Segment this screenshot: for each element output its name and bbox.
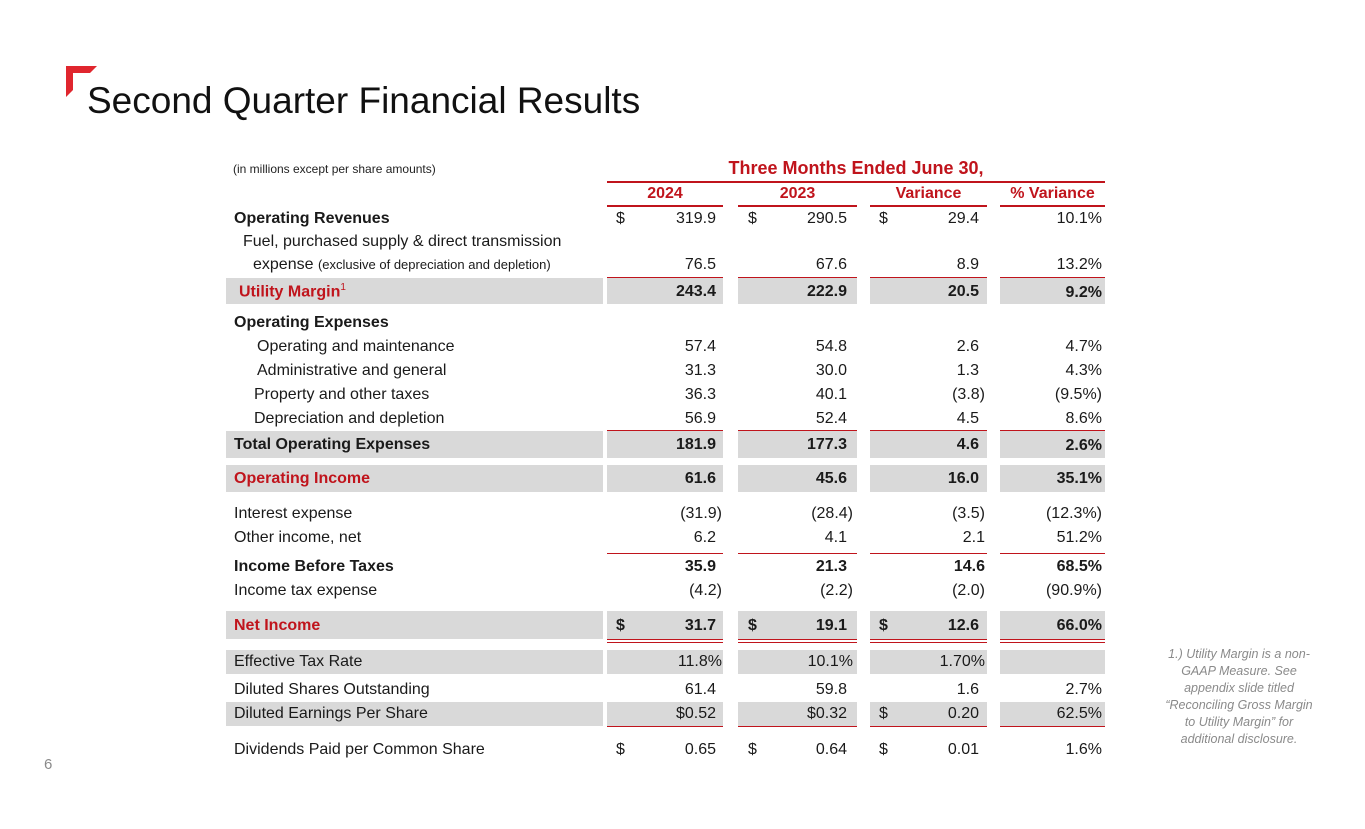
cell-2024: 0.65 (684, 741, 716, 758)
cell-2024: $0.52 (675, 705, 716, 722)
cell-2023: 30.0 (815, 362, 847, 379)
cell-2024: 35.9 (684, 558, 716, 575)
cell-variance: 0.01 (947, 741, 979, 758)
row-rule (738, 430, 857, 431)
cell-2023: 54.8 (815, 338, 847, 355)
row-label-total-opex: Total Operating Expenses (234, 436, 431, 453)
currency-symbol: $ (748, 617, 757, 634)
units-note: (in millions except per share amounts) (233, 162, 436, 176)
cell-pct: 4.7% (1065, 338, 1102, 355)
col-header-2023: 2023 (779, 185, 816, 202)
cell-pct: 51.2% (1056, 529, 1102, 546)
fuel-label-expense: expense (253, 256, 314, 273)
row-label-depreciation: Depreciation and depletion (254, 410, 445, 427)
row-label-fuel: Fuel, purchased supply & direct transmission (243, 233, 562, 250)
row-rule (607, 430, 723, 431)
cell-variance: 20.5 (947, 283, 979, 300)
row-rule (738, 639, 857, 640)
cell-variance: 1.70% (939, 653, 985, 670)
row-label-other-income: Other income, net (234, 529, 362, 546)
cell-pct: (12.3%) (1045, 505, 1102, 522)
cell-variance: (3.8) (952, 386, 985, 403)
row-rule (738, 277, 857, 278)
cell-variance: 16.0 (947, 470, 979, 487)
cell-2023: 222.9 (806, 283, 847, 300)
currency-symbol: $ (616, 617, 625, 634)
row-rule (738, 642, 857, 643)
cell-2024: 319.9 (675, 210, 716, 227)
currency-symbol: $ (616, 210, 625, 227)
row-rule (870, 642, 987, 643)
page-number: 6 (44, 756, 53, 773)
cell-pct: 66.0% (1056, 617, 1102, 634)
cell-2023: 4.1 (824, 529, 847, 546)
section-label-operating-expenses: Operating Expenses (234, 314, 389, 331)
row-rule (607, 642, 723, 643)
row-rule (1000, 277, 1105, 278)
cell-pct: 4.3% (1065, 362, 1102, 379)
currency-symbol: $ (748, 210, 757, 227)
currency-symbol: $ (616, 741, 625, 758)
col-underline (870, 205, 987, 207)
cell-2023: (2.2) (820, 582, 853, 599)
cell-variance: 14.6 (953, 558, 985, 575)
col-underline (1000, 205, 1105, 207)
cell-variance: 1.6 (956, 681, 979, 698)
cell-variance: 8.9 (956, 256, 979, 273)
cell-2023: 40.1 (815, 386, 847, 403)
cell-2023: 19.1 (815, 617, 847, 634)
cell-pct: 2.7% (1065, 681, 1102, 698)
period-underline (607, 181, 1105, 183)
cell-variance: 12.6 (947, 617, 979, 634)
slide-title: Second Quarter Financial Results (87, 80, 641, 121)
col-header-variance: Variance (895, 185, 962, 202)
row-label-interest: Interest expense (234, 505, 353, 522)
cell-2024: 76.5 (684, 256, 716, 273)
cell-2023: (28.4) (811, 505, 853, 522)
cell-variance: (3.5) (952, 505, 985, 522)
row-rule (1000, 430, 1105, 431)
row-rule (738, 553, 857, 554)
cell-2024: 61.4 (684, 681, 716, 698)
row-label-utility-margin (239, 282, 346, 301)
footnote: 1.) Utility Margin is a non-GAAP Measure. See appendix slide titled “Reconciling Gross Margin to Utility Margin” for additional disclosure. (1165, 647, 1313, 746)
cell-2023: 52.4 (815, 410, 847, 427)
cell-pct: 35.1% (1056, 470, 1102, 487)
cell-2023: 21.3 (815, 558, 847, 575)
cell-variance: 1.3 (956, 362, 979, 379)
cell-pct: 62.5% (1056, 705, 1102, 722)
cell-2024: 57.4 (684, 338, 716, 355)
row-label-fuel-line2 (253, 256, 551, 274)
col-header-pct-variance: % Variance (1010, 185, 1095, 202)
cell-2023: $0.32 (806, 705, 847, 722)
cell-variance: 29.4 (947, 210, 979, 227)
cell-2024: (31.9) (680, 505, 722, 522)
cell-pct: 10.1% (1056, 210, 1102, 227)
row-label-dividends: Dividends Paid per Common Share (234, 741, 485, 758)
cell-2024: 36.3 (684, 386, 716, 403)
cell-variance: 4.6 (956, 436, 979, 453)
currency-symbol: $ (748, 741, 757, 758)
row-label-diluted-eps: Diluted Earnings Per Share (234, 705, 428, 722)
cell-2024: 31.7 (684, 617, 716, 634)
row-label-income-tax: Income tax expense (234, 582, 378, 599)
row-label-operating-revenues: Operating Revenues (234, 210, 390, 227)
row-shade (1000, 650, 1105, 674)
row-rule (1000, 639, 1105, 640)
row-rule (1000, 553, 1105, 554)
cell-2024: 56.9 (684, 410, 716, 427)
cell-2023: 67.6 (815, 256, 847, 273)
row-rule (738, 726, 857, 727)
currency-symbol: $ (879, 741, 888, 758)
row-label-net-income: Net Income (234, 617, 321, 634)
cell-2024: (4.2) (689, 582, 722, 599)
cell-variance: 2.1 (962, 529, 985, 546)
row-rule (870, 553, 987, 554)
cell-2023: 290.5 (806, 210, 847, 227)
row-rule (607, 639, 723, 640)
currency-symbol: $ (879, 705, 888, 722)
col-header-2024: 2024 (647, 185, 683, 202)
row-rule (870, 639, 987, 640)
footnote-mark: 1 (340, 282, 346, 293)
row-rule (607, 553, 723, 554)
cell-2024: 6.2 (693, 529, 716, 546)
utility-margin-text: Utility Margin (239, 283, 341, 301)
row-rule (607, 277, 723, 278)
cell-2024: 31.3 (684, 362, 716, 379)
row-label-effective-tax-rate: Effective Tax Rate (234, 653, 363, 670)
cell-2023: 177.3 (806, 436, 847, 453)
row-label-income-before-taxes: Income Before Taxes (234, 558, 394, 575)
cell-2024: 11.8% (677, 653, 722, 670)
row-label-admin: Administrative and general (257, 362, 447, 379)
cell-2024: 181.9 (675, 436, 716, 453)
row-label-diluted-shares: Diluted Shares Outstanding (234, 681, 430, 698)
cell-pct: 1.6% (1065, 741, 1102, 758)
cell-2023: 59.8 (815, 681, 847, 698)
cell-variance: 0.20 (947, 705, 979, 722)
cell-pct: (90.9%) (1045, 582, 1102, 599)
row-rule (1000, 642, 1105, 643)
cell-2023: 10.1% (807, 653, 853, 670)
row-rule (870, 430, 987, 431)
cell-2024: 243.4 (675, 283, 716, 300)
row-label-operating-income: Operating Income (234, 470, 371, 487)
row-rule (607, 726, 723, 727)
row-label-om: Operating and maintenance (257, 338, 455, 355)
fuel-label-note: (exclusive of depreciation and depletion) (317, 257, 551, 272)
cell-pct: 8.6% (1065, 410, 1102, 427)
cell-2024: 61.6 (684, 470, 716, 487)
row-label-property: Property and other taxes (254, 386, 430, 403)
currency-symbol: $ (879, 210, 888, 227)
currency-symbol: $ (879, 617, 888, 634)
cell-pct: 2.6% (1065, 437, 1102, 454)
row-rule (870, 726, 987, 727)
row-rule (870, 277, 987, 278)
cell-variance: (2.0) (952, 582, 985, 599)
cell-variance: 2.6 (956, 338, 979, 355)
period-header: Three Months Ended June 30, (728, 158, 984, 178)
cell-2023: 45.6 (815, 470, 847, 487)
row-rule (1000, 726, 1105, 727)
cell-pct: 9.2% (1065, 284, 1102, 301)
cell-pct: 13.2% (1056, 256, 1102, 273)
cell-pct: (9.5%) (1054, 386, 1102, 403)
col-underline (738, 205, 857, 207)
cell-pct: 68.5% (1056, 558, 1102, 575)
cell-2023: 0.64 (815, 741, 847, 758)
cell-variance: 4.5 (956, 410, 979, 427)
col-underline (607, 205, 723, 207)
